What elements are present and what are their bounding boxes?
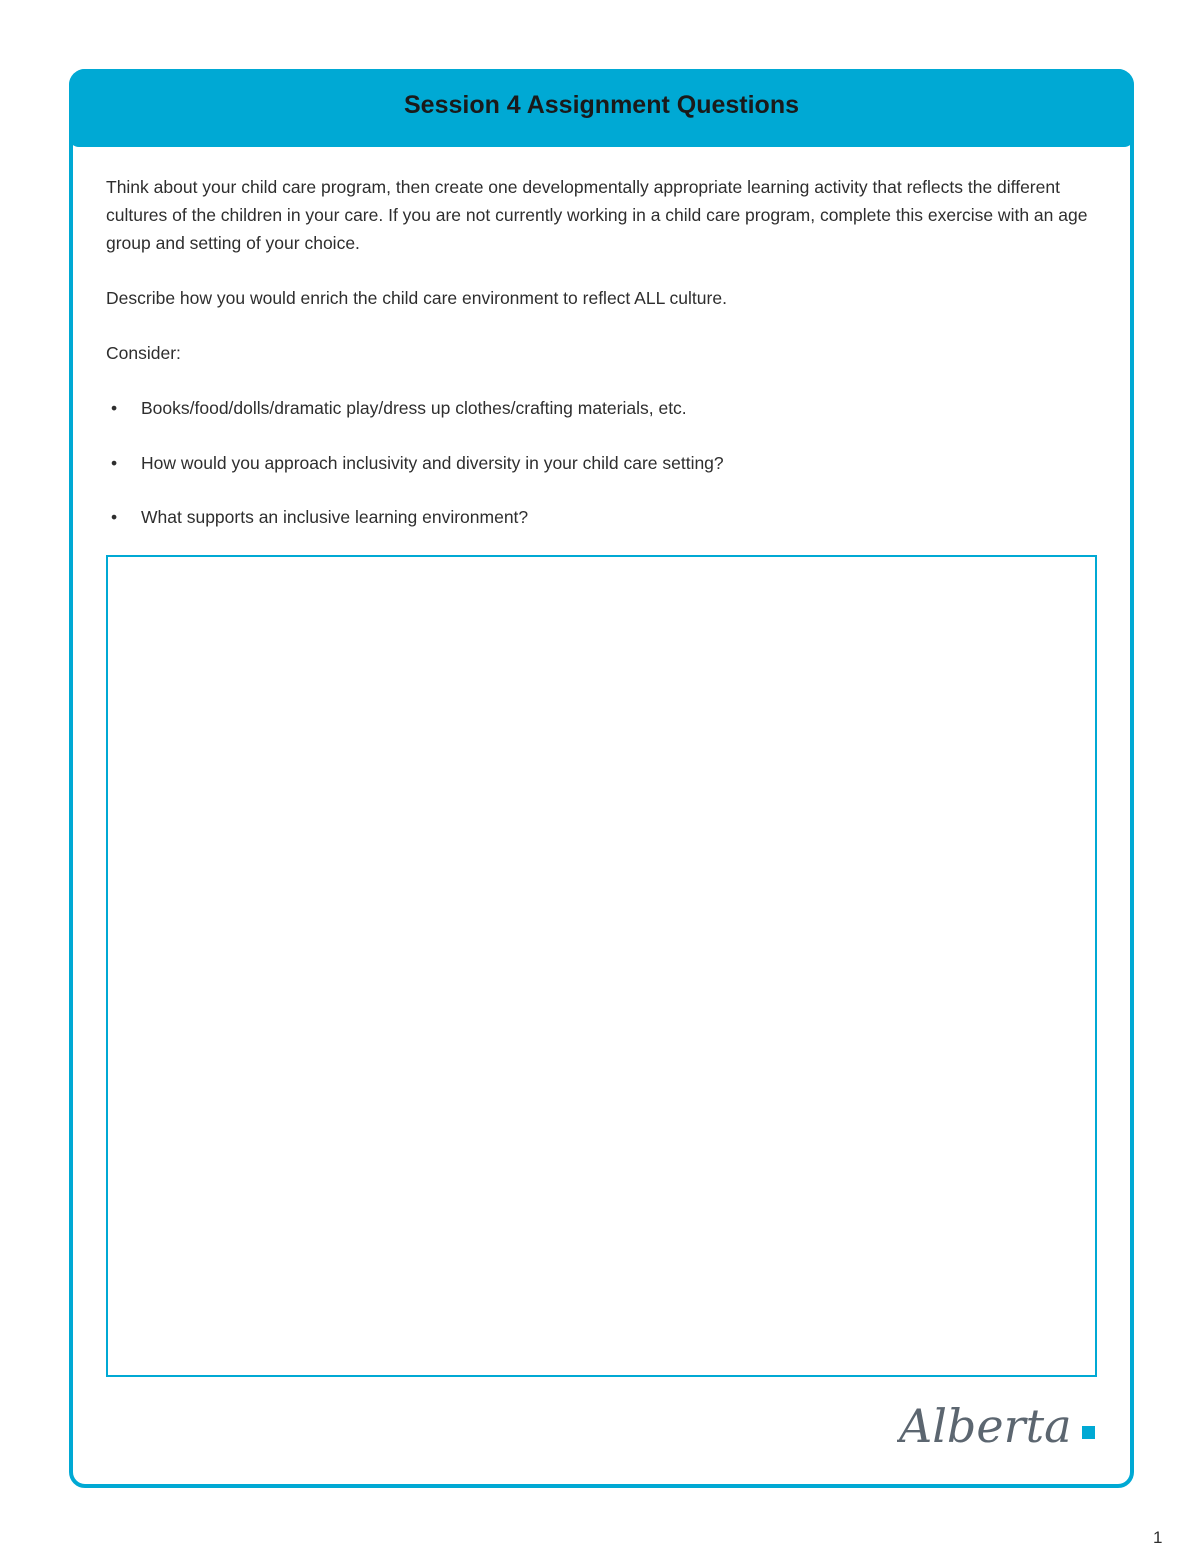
alberta-logo — [897, 1392, 1097, 1456]
describe-instruction: Describe how you would enrich the child care environment to reflect ALL culture. — [106, 288, 727, 308]
consider-label: Consider: — [106, 343, 181, 363]
logo-square-icon — [1082, 1426, 1095, 1439]
page-number: 1 — [1153, 1528, 1163, 1547]
logo-wordmark: Alberta — [899, 1399, 1072, 1453]
answer-text-area[interactable] — [106, 555, 1097, 1377]
intro-paragraph: Think about your child care program, then create one developmentally appropriate learning activity that reflects the different cultures of the children in your care. If you are not currently working in a child care program, complete this exercise with an age group and setting of your choice. — [106, 177, 1088, 253]
bullet-icon: • — [111, 453, 118, 473]
list-item — [106, 503, 528, 531]
page-title: Session 4 Assignment Questions — [403, 90, 799, 119]
bullet-icon: • — [111, 398, 118, 418]
list-item — [106, 449, 724, 477]
list-item — [106, 394, 687, 422]
bullet-text: Books/food/dolls/dramatic play/dress up clothes/crafting materials, etc. — [141, 398, 687, 418]
header-bar — [69, 69, 1134, 147]
bullet-icon: • — [111, 507, 118, 527]
bullet-text: How would you approach inclusivity and diversity in your child care setting? — [141, 453, 724, 473]
bullet-text: What supports an inclusive learning environment? — [141, 507, 529, 527]
